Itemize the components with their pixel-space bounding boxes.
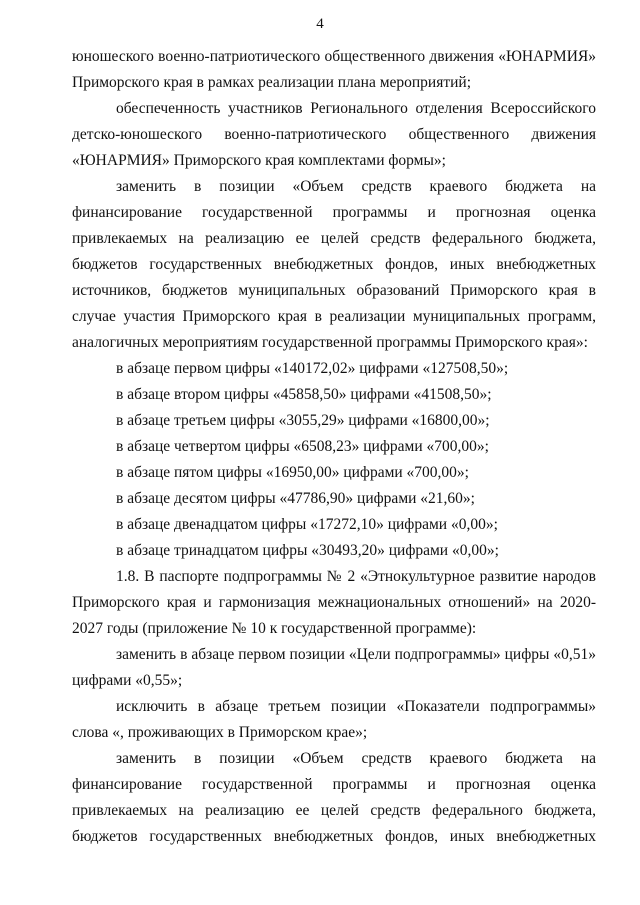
paragraph-exclude-words: исключить в абзаце третьем позиции «Показатели подпрограммы» слова «, проживающих в Приморском крае»;: [72, 698, 596, 741]
paragraph-replace-budget-position: заменить в позиции «Объем средств краевого бюджета на финансирование государственной программы и прогнозная оценка привлекаемых на реализацию ее целей средств федерального бюджета, бюджетов государственных внебюджетных фондов, иных внебюджетных источников, бюджетов муниципальных образований Приморского края в случае участия Приморского края в реализации муниципальных программ, аналогичных мероприятиям государственной программы Приморского края»:: [72, 178, 596, 351]
list-item-paragraph-10: в абзаце десятом цифры «47786,90» цифрами «21,60»;: [116, 490, 475, 507]
list-item-paragraph-4: в абзаце четвертом цифры «6508,23» цифрами «700,00»;: [116, 438, 489, 455]
page-number: 4: [316, 16, 324, 32]
paragraph-continuation: юношеского военно-патриотического общественного движения «ЮНАРМИЯ» Приморского края в рамках реализации плана мероприятий;: [72, 48, 596, 91]
list-item-paragraph-13: в абзаце тринадцатом цифры «30493,20» цифрами «0,00»;: [116, 542, 499, 559]
list-item-paragraph-3: в абзаце третьем цифры «3055,29» цифрами «16800,00»;: [116, 412, 490, 429]
section-1-8-heading: 1.8. В паспорте подпрограммы № 2 «Этнокультурное развитие народов Приморского края и гармонизация межнациональных отношений» на 2020-2027 годы (приложение № 10 к государственной программе):: [72, 568, 596, 637]
paragraph-replace-budget-position-2: заменить в позиции «Объем средств краевого бюджета на финансирование государственной программы и прогнозная оценка привлекаемых на реализацию ее целей средств федерального бюджета, бюджетов государственных внебюджетных фондов, иных внебюджетных: [72, 750, 596, 845]
list-item-paragraph-2: в абзаце втором цифры «45858,50» цифрами «41508,50»;: [116, 386, 492, 403]
list-item-paragraph-5: в абзаце пятом цифры «16950,00» цифрами «700,00»;: [116, 464, 469, 481]
list-item-paragraph-12: в абзаце двенадцатом цифры «17272,10» цифрами «0,00»;: [116, 516, 498, 533]
paragraph-replace-goals: заменить в абзаце первом позиции «Цели подпрограммы» цифры «0,51» цифрами «0,55»;: [72, 646, 596, 689]
paragraph-uniform-provision: обеспеченность участников Регионального отделения Всероссийского детско-юношеского военно-патриотического общественного движения «ЮНАРМИЯ» Приморского края комплектами формы»;: [72, 100, 596, 169]
list-item-paragraph-1: в абзаце первом цифры «140172,02» цифрами «127508,50»;: [116, 360, 509, 377]
document-body: [72, 44, 596, 850]
